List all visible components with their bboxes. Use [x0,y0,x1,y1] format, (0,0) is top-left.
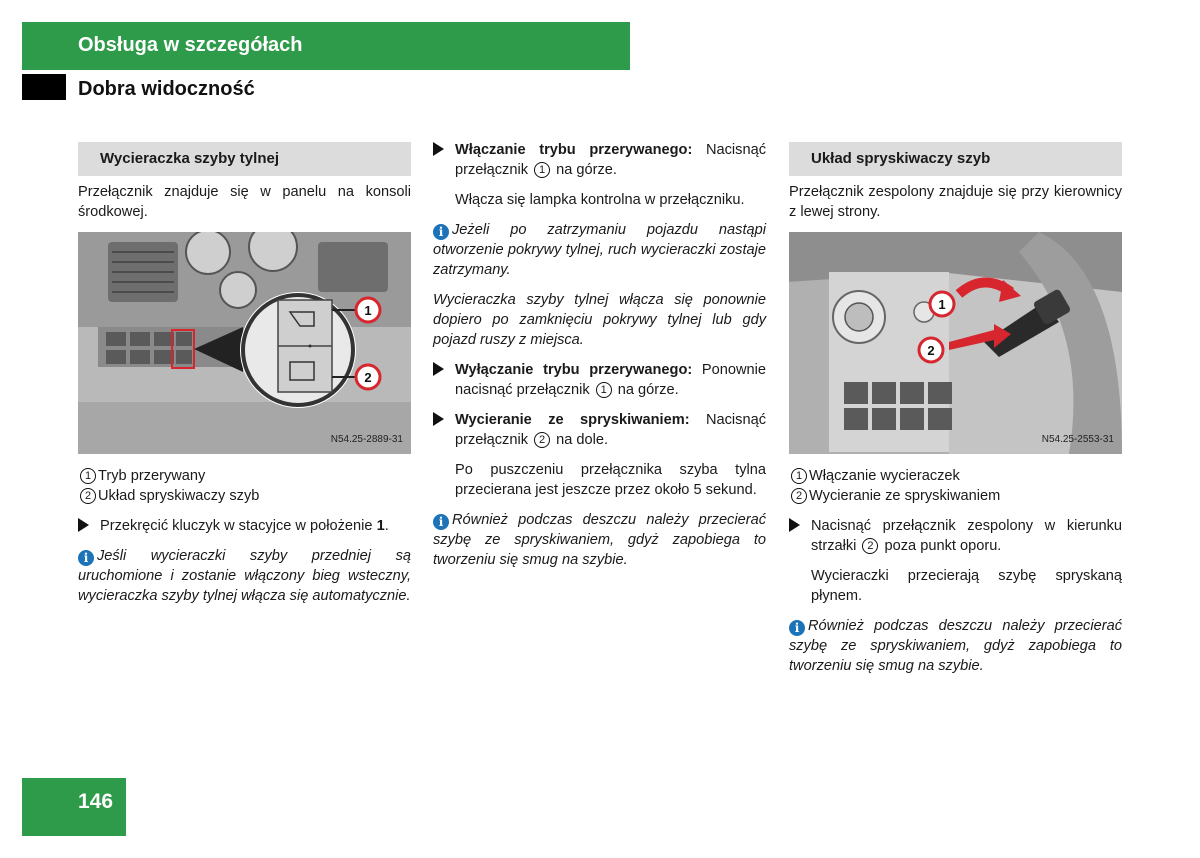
step-bold: Wycieranie ze spryskiwaniem: [455,412,690,428]
info-text: Również podczas deszczu należy przecierać szybę ze spryskiwaniem, gdyż zapobiega to tworzeniu się smug na szybie. [433,512,766,568]
step-text: Ponownie nacisnąć przełącznik [455,362,767,398]
legend [78,466,411,506]
info-icon: i [433,514,449,530]
info-icon: i [789,620,805,636]
chapter-title: Obsługa w szczegółach [78,34,303,56]
info-note-continued: Wycieraczka szyby tylnej włącza się ponownie dopiero po zamknięciu pokrywy tylnej lub gdy pojazd ruszy z miejsca. [433,292,766,348]
page-number: 146 [78,790,114,813]
callout-number: 1 [534,162,550,178]
legend-item [789,466,1122,486]
step-end: na górze. [613,382,679,398]
bullet-arrow-icon [433,142,444,156]
bullet-arrow-icon [433,362,444,376]
step-text: Nacisnąć przełącznik [455,412,767,448]
combination-switch-photo [789,232,1122,454]
svg-text:1: 1 [938,297,946,312]
step-note: Włącza się lampka kontrolna w przełączniku. [455,192,745,208]
info-icon: i [433,224,449,240]
step-note: Po puszczeniu przełącznika szyba tylna przecierana jest jeszcze przez około 5 sekund. [455,462,766,498]
section-title-rear-wiper: Wycieraczka szyby tylnej [78,142,411,176]
bullet-arrow-icon [78,518,89,532]
legend-text: Tryb przerywany [98,468,206,484]
step-note: Wycieraczki przecierają szybę spryskaną płynem. [811,568,1122,604]
page-number-box [22,778,126,836]
info-icon: i [78,550,94,566]
info-note [789,616,1122,676]
callout-number: 2 [534,432,550,448]
info-note [433,510,766,570]
info-note [78,546,411,606]
image-code: N54.25-2553-31 [1041,434,1114,445]
legend-item [789,486,1122,506]
callout-number: 1 [80,468,96,484]
legend-item [78,466,411,486]
callout-number: 1 [596,382,612,398]
column-right [789,140,1122,686]
instruction-step [433,140,766,180]
info-text: Jeżeli po zatrzymaniu pojazdu nastąpi otworzenie pokrywy tylnej, ruch wycieraczki zostaje zatrzymany. [433,222,766,278]
step-end: poza punkt oporu. [880,538,1002,554]
step-end: na dole. [552,432,609,448]
intro-text: Przełącznik znajduje się w panelu na konsoli środkowej. [78,184,411,220]
callout-number: 2 [862,538,878,554]
legend-text: Wycieranie ze spryskiwaniem [809,488,1001,504]
step-end: . [384,518,389,534]
step-bold: Wyłączanie trybu przerywanego: [455,362,693,378]
instruction-step [433,410,766,450]
rear-wiper-switch-photo [78,232,411,454]
intro-text: Przełącznik zespolony znajduje się przy kierownicy z lewej strony. [789,184,1122,220]
bullet-arrow-icon [433,412,444,426]
legend-text: Układ spryskiwaczy szyb [98,488,260,504]
column-middle [433,140,766,580]
bullet-arrow-icon [789,518,800,532]
chapter-header-bar [22,22,630,70]
info-text: Również podczas deszczu należy przecierać szybę ze spryskiwaniem, gdyż zapobiega to tworzeniu się smug na szybie. [789,618,1122,674]
instruction-step [433,360,766,400]
callout-number: 2 [791,488,807,504]
instruction-step [789,516,1122,556]
step-text: Przekręcić kluczyk w stacyjce w położenie [100,518,377,534]
info-note [433,220,766,280]
column-left [78,140,411,616]
instruction-step [78,516,411,536]
section-title-washer-system: Układ spryskiwaczy szyb [789,142,1122,176]
page-subtitle: Dobra widoczność [78,78,255,100]
legend [789,466,1122,506]
callout-number: 2 [80,488,96,504]
info-text: Jeśli wycieraczki szyby przedniej są uruchomione i zostanie włączony bieg wsteczny, wycieraczka szyby tylnej włącza się automatycznie. [78,548,411,604]
step-text: Nacisnąć przełącznik zespolony w kierunku strzałki [811,518,1122,554]
step-bold: 1 [376,518,385,534]
svg-text:2: 2 [927,343,935,358]
section-marker [22,74,66,100]
callout-number: 1 [791,468,807,484]
step-end: na górze. [552,162,617,178]
step-bold: Włączanie trybu przerywanego: [455,142,693,158]
legend-text: Włączanie wycieraczek [809,468,960,484]
legend-item [78,486,411,506]
svg-text:1: 1 [364,303,372,318]
step-text: Nacisnąć przełącznik [455,142,766,178]
svg-text:2: 2 [364,370,372,385]
image-code: N54.25-2889-31 [330,434,403,445]
